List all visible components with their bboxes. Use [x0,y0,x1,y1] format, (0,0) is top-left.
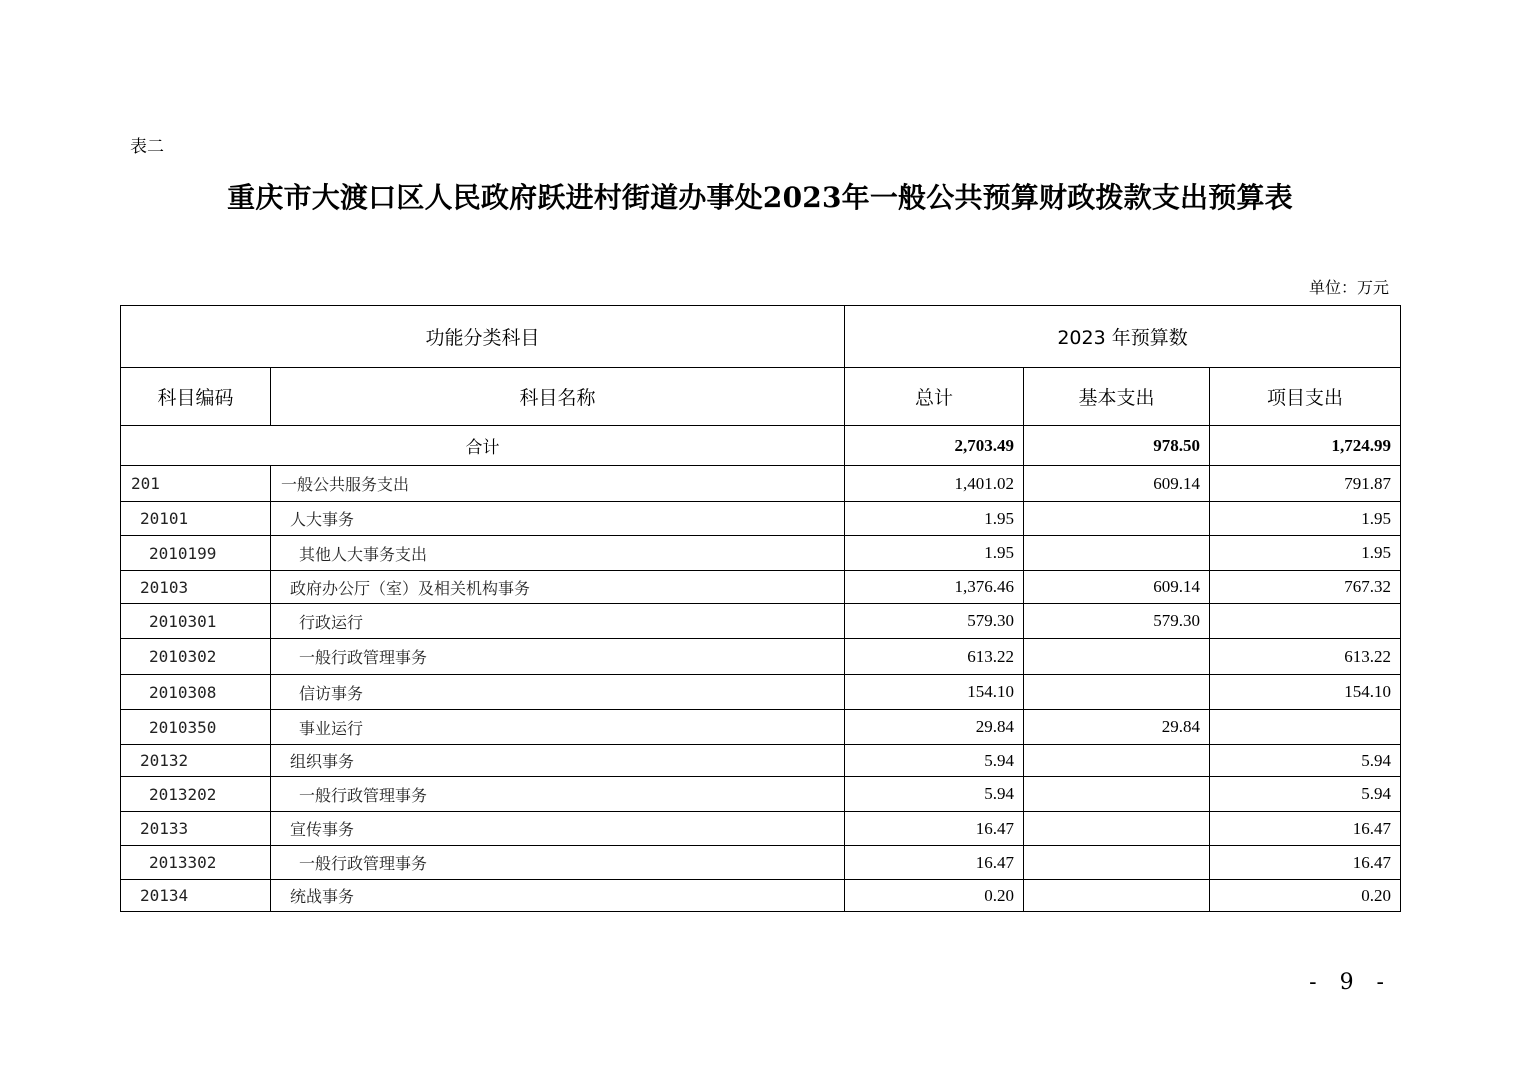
row-name: 政府办公厅（室）及相关机构事务 [271,571,845,604]
table-row [121,639,1401,675]
row-code: 2013202 [121,777,271,812]
row-total: 16.47 [845,812,1024,846]
row-total: 29.84 [845,710,1024,745]
row-name: 行政运行 [271,604,845,639]
table-row [121,571,1401,604]
table-row [121,604,1401,639]
row-basic: 609.14 [1024,571,1210,604]
total-basic: 978.50 [1024,426,1210,466]
header-basic: 基本支出 [1024,368,1210,426]
header-code: 科目编码 [121,368,271,426]
row-code: 20134 [121,880,271,912]
table-row [121,745,1401,777]
header-row-columns [121,368,1401,426]
budget-table [120,305,1401,912]
page-number: - 9 - [1309,970,1392,995]
table-row [121,812,1401,846]
row-name: 信访事务 [271,675,845,710]
row-project: 767.32 [1210,571,1401,604]
row-name: 其他人大事务支出 [271,536,845,571]
row-total: 5.94 [845,745,1024,777]
row-code: 20133 [121,812,271,846]
row-project: 5.94 [1210,777,1401,812]
row-total: 0.20 [845,880,1024,912]
document-title: 重庆市大渡口区人民政府跃进村街道办事处2023年一般公共预算财政拨款支出预算表 [227,181,1293,214]
table-row [121,846,1401,880]
row-code: 2010199 [121,536,271,571]
table-row [121,502,1401,536]
row-basic [1024,745,1210,777]
row-basic [1024,502,1210,536]
row-code: 2013302 [121,846,271,880]
row-project [1210,710,1401,745]
row-project: 16.47 [1210,846,1401,880]
row-code: 2010308 [121,675,271,710]
row-total: 613.22 [845,639,1024,675]
row-total: 1,376.46 [845,571,1024,604]
row-name: 一般行政管理事务 [271,777,845,812]
total-project: 1,724.99 [1210,426,1401,466]
row-total: 154.10 [845,675,1024,710]
table-row [121,777,1401,812]
total-label: 合计 [121,426,845,466]
row-basic [1024,812,1210,846]
row-code: 201 [121,466,271,502]
row-project: 16.47 [1210,812,1401,846]
header-project: 项目支出 [1210,368,1401,426]
row-total: 1.95 [845,536,1024,571]
header-functional-classification: 功能分类科目 [121,306,845,368]
row-basic: 609.14 [1024,466,1210,502]
row-name: 组织事务 [271,745,845,777]
row-total: 16.47 [845,846,1024,880]
table-row [121,466,1401,502]
row-code: 20101 [121,502,271,536]
table-row [121,880,1401,912]
row-code: 2010350 [121,710,271,745]
row-basic [1024,675,1210,710]
table-row [121,536,1401,571]
table-row [121,675,1401,710]
row-basic [1024,880,1210,912]
row-basic [1024,536,1210,571]
row-name: 统战事务 [271,880,845,912]
row-project: 154.10 [1210,675,1401,710]
row-name: 人大事务 [271,502,845,536]
header-row-group [121,306,1401,368]
row-code: 20103 [121,571,271,604]
row-name: 一般行政管理事务 [271,639,845,675]
row-name: 宣传事务 [271,812,845,846]
row-project: 1.95 [1210,502,1401,536]
row-basic [1024,777,1210,812]
row-basic [1024,846,1210,880]
row-project: 0.20 [1210,880,1401,912]
row-basic [1024,639,1210,675]
row-code: 2010302 [121,639,271,675]
row-project: 613.22 [1210,639,1401,675]
row-total: 1.95 [845,502,1024,536]
row-project: 791.87 [1210,466,1401,502]
unit-label: 单位：万元 [1308,278,1389,297]
row-name: 事业运行 [271,710,845,745]
row-project: 5.94 [1210,745,1401,777]
row-project: 1.95 [1210,536,1401,571]
header-total: 总计 [845,368,1024,426]
total-row [121,426,1401,466]
total-total: 2,703.49 [845,426,1024,466]
header-name: 科目名称 [271,368,845,426]
row-name: 一般公共服务支出 [271,466,845,502]
row-project [1210,604,1401,639]
header-budget-2023: 2023 年预算数 [845,306,1401,368]
row-basic: 579.30 [1024,604,1210,639]
row-name: 一般行政管理事务 [271,846,845,880]
row-code: 20132 [121,745,271,777]
table-row [121,710,1401,745]
table-label: 表二 [130,137,164,157]
row-total: 579.30 [845,604,1024,639]
row-total: 1,401.02 [845,466,1024,502]
row-code: 2010301 [121,604,271,639]
row-basic: 29.84 [1024,710,1210,745]
row-total: 5.94 [845,777,1024,812]
